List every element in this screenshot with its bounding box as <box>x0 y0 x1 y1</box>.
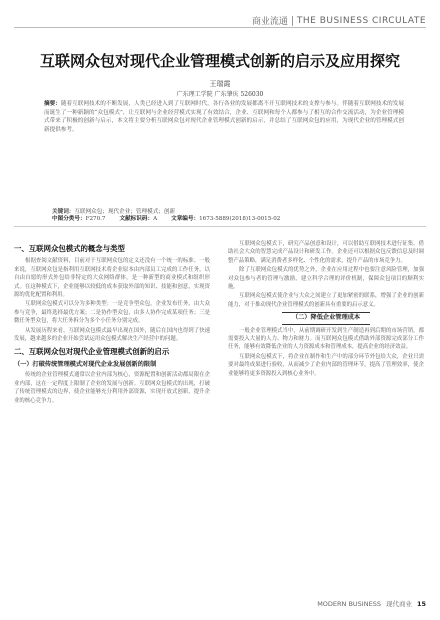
doc-code: 文献标识码：A <box>119 216 158 222</box>
subsection-heading-2: （二）降低企业管理成本 <box>228 312 424 324</box>
article-meta <box>52 214 280 222</box>
header-section-cn: 商业流通 <box>251 17 288 27</box>
paragraph: 互联网众包模式下，将企业在制作和生产中的部分环节外包给大众，企业只需要对最终成果进行验收，从而减少了企业内部的管理环节，提高了管理效率，使企业能够将更多资源投入到核心业务中。 <box>228 353 424 377</box>
footer-journal-cn: 现代商业 <box>385 600 412 608</box>
paragraph: 互联网众包模式下，研究产品创意和设计，可以借助互联网技术进行征集，借助社会大众的智慧完成产品设计和研发工作。企业还可以根据众包反馈信息及时调整产品策略，满足消费者多样化、个性化的需求，提升产品的市场竞争力。 <box>228 241 424 264</box>
abstract-label: 摘要： <box>44 101 61 107</box>
paragraph: 传统的企业管理模式通常以企业内部为核心，资源配置和创新活动都局限在企业内部，这在一定程度上限制了企业的发展与创新。互联网众包模式的出现，打破了传统管理模式的边界，使企业能够充分利用外部资源，实现开放式创新，提升企业的核心竞争力。 <box>14 372 210 404</box>
page-number: 15 <box>416 599 426 608</box>
header-rule <box>14 27 426 28</box>
section-heading-2: 二、互联网众包对现代企业管理模式创新的启示 <box>14 347 170 357</box>
left-column <box>14 240 210 406</box>
paragraph: 互联网众包模式可以分为多种类型：一是竞争型众包，企业发布任务，由大众参与竞争，最终选择最优方案；二是协作型众包，由多人协作完成某项任务；三是微任务型众包，将大任务拆分为多个小任务分别完成。 <box>14 301 210 325</box>
article-title: 互联网众包对现代企业管理模式创新的启示及应用探究 <box>39 52 400 70</box>
journal-header <box>252 14 426 27</box>
paragraph: 互联网众包模式使企业与大众之间建立了更加紧密的联系，增强了企业的创新能力，对于推动现代企业管理模式的创新具有重要的启示意义。 <box>228 293 424 308</box>
article-id: 文章编号：1673-5889(2018)13-0015-02 <box>171 216 281 222</box>
keywords-text: 互联网众包；现代企业；管理模式；创新 <box>74 209 176 215</box>
abstract <box>44 100 404 134</box>
keywords-label: 关键词： <box>52 209 75 215</box>
clc-number: 中图分类号：F270.7 <box>52 216 106 222</box>
section-rule <box>14 226 426 227</box>
section-heading-1: 一、互联网众包模式的概念与类型 <box>14 244 125 253</box>
affiliation: 广东理工学院 广东肇庆 526030 <box>176 91 264 98</box>
paragraph: 根据查阅文献资料，目前对于互联网众包的定义还没有一个统一的标准。一般来说，互联网众包是指利用互联网技术将企业原本由内部员工完成的工作任务，以自由自愿的形式外包给非特定的大众网络群体，是一种新型的商业模式和组织形式。在这种模式下，企业能够以较低的成本获取外部的知识、技能和创意，实现资源的优化配置和利用。 <box>14 258 210 299</box>
right-column <box>228 240 424 379</box>
paragraph: 一般企业管理模式当中，从前期调研开发到生产制造再到后期的市场营销，都需要投入大量的人力、物力和财力。而互联网众包模式借助外部资源完成部分工作任务，能够有效降低企业的人力资源成本和管理成本，提高企业的经济效益。 <box>228 327 424 351</box>
author: 王瑞霞 <box>209 80 231 88</box>
footer-journal-en: MODERN BUSINESS <box>317 599 381 608</box>
abstract-text: 随着互联网技术的不断发展，人类已经进入到了互联网时代，各行各业的发展都离不开互联网技术的支撑与参与。伴随着互联网技术的发展而诞生了一种新颖的“众包模式”，让互联网与企业经营模式实现了有效结合，企业、互联网和每个人都参与了相互的合作交流活动，为企业管理模式带来了积极的创新与启示，本文将主要分析互联网众包对现代企业管理模式创新的启示，并总结了互联网众包的应用，为现代企业的管理模式创新提供参考。 <box>44 101 404 133</box>
header-divider <box>292 16 293 26</box>
paragraph: 从发展历程来看，互联网众包模式最早出现在国外，随后在国内也得到了快速发展，越来越多的企业开始尝试运用众包模式解决生产经营中的问题。 <box>14 327 210 343</box>
subsection-heading-1: （一）打破传统管理模式对现代企业发展创新的限制 <box>14 360 157 368</box>
paragraph: 除了互联网众包模式的优势之外，企业在应用过程中也要注意风险管理，加强对众包参与者的管理与激励，建立科学合理的评价机制，保障众包项目的顺利实施。 <box>228 267 424 291</box>
header-section-en: THE BUSINESS CIRCULATE <box>296 15 426 26</box>
page-footer <box>317 599 426 608</box>
